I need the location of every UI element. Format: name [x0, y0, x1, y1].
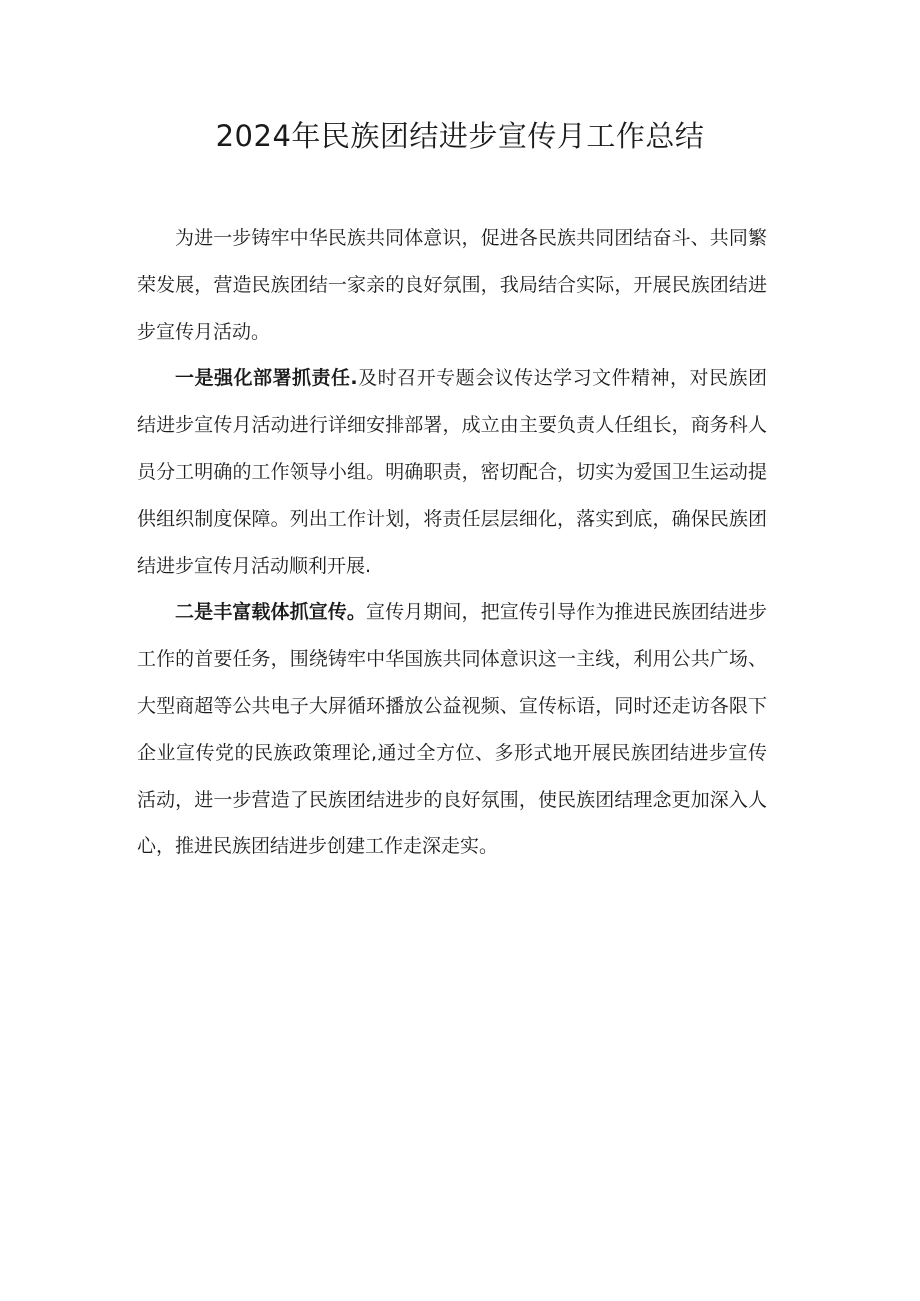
paragraph-responsibility — [137, 355, 767, 589]
paragraph-intro — [137, 215, 767, 355]
document-body — [137, 215, 767, 870]
paragraph-publicity-text: 宣传月期间，把宣传引导作为推进民族团结进步工作的首要任务，围绕铸牢中华国族共同体意识这一主线，利用公共广场、大型商超等公共电子大屏循环播放公益视频、宣传标语，同时还走访各限下企业宣传党的民族政策理论,通过全方位、多形式地开展民族团结进步宣传活动，进一步营造了民族团结进步的良好氛围，使民族团结理念更加深入人心，推进民族团结进步创建工作走深走实。 — [137, 601, 767, 858]
paragraph-publicity — [137, 589, 767, 870]
document-title: 2024年民族团结进步宣传月工作总结 — [215, 119, 705, 153]
paragraph-responsibility-heading: 一是强化部署抓责任. — [175, 367, 358, 390]
paragraph-publicity-heading: 二是丰富载体抓宣传。 — [175, 601, 366, 624]
paragraph-intro-text: 为进一步铸牢中华民族共同体意识，促进各民族共同团结奋斗、共同繁荣发展，营造民族团结一家亲的良好氛围，我局结合实际，开展民族团结进步宣传月活动。 — [137, 227, 767, 343]
paragraph-responsibility-text: 及时召开专题会议传达学习文件精神，对民族团结进步宣传月活动进行详细安排部署，成立由主要负责人任组长，商务科人员分工明确的工作领导小组。明确职责，密切配合，切实为爱国卫生运动提供组织制度保障。列出工作计划，将责任层层细化，落实到底，确保民族团结进步宣传月活动顺利开展. — [137, 367, 767, 577]
